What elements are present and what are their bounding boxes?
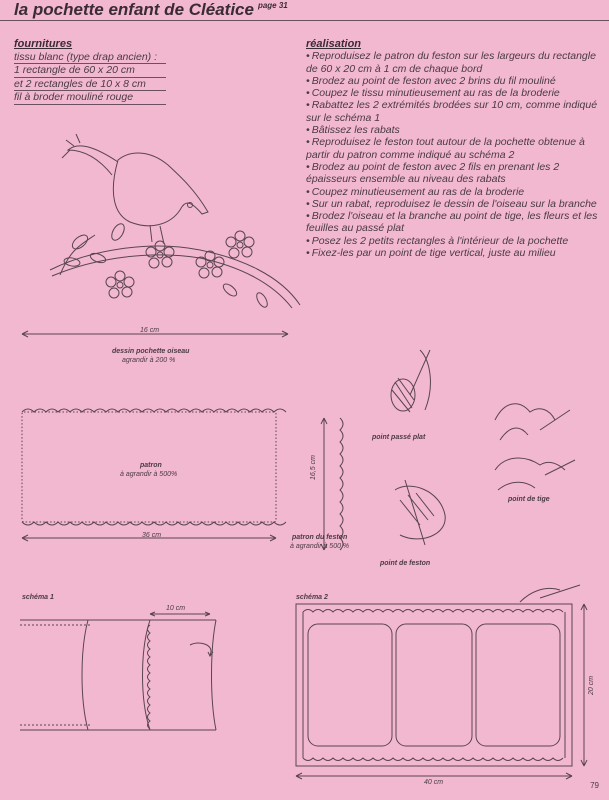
- realisation-heading: réalisation: [306, 38, 362, 50]
- step-item: • Coupez minutieusement au ras de la broderie: [306, 185, 525, 198]
- feston-caption: patron du feston: [292, 534, 348, 541]
- step-item: • Rabattez les 2 extrémités brodées sur 10 cm, comme indiqué sur le schéma 1: [306, 99, 598, 124]
- schema1-title: schéma 1: [22, 594, 54, 601]
- passe-plat-stitch-icon: [391, 350, 430, 412]
- feston-caption-sub: à agrandir à 500 %: [290, 543, 350, 550]
- feston-height-label: 16,5 cm: [310, 455, 317, 480]
- patron-label: patron: [140, 462, 162, 469]
- step-item: • Posez les 2 petits rectangles à l'intérieur de la pochette: [306, 234, 569, 247]
- fournitures-line: 1 rectangle de 60 x 20 cm: [14, 64, 166, 78]
- bird-dimension-label: 16 cm: [140, 327, 160, 334]
- feston-stitch-icon: [395, 480, 445, 545]
- page-number: 79: [590, 781, 599, 790]
- feston-stitch-caption: point de feston: [380, 560, 431, 567]
- bird-caption: dessin pochette oiseau: [112, 348, 190, 355]
- bird-caption-sub: agrandir à 200 %: [122, 357, 176, 364]
- schema1-drawing: [20, 612, 216, 730]
- feston-strip: [340, 418, 343, 550]
- flower-icon: [226, 231, 254, 258]
- page-reference: page 31: [257, 1, 288, 11]
- step-item: • Reproduisez le feston tout autour de la pochette obtenue à partir du patron comme indiqué au schéma 2: [306, 136, 585, 161]
- step-item: • Brodez au point de feston avec 2 brins du fil mouliné: [306, 74, 556, 87]
- step-item: • Brodez l'oiseau et la branche au point de tige, les fleurs et les feuilles au passé plat: [306, 210, 598, 235]
- schema2-title: schéma 2: [296, 594, 328, 601]
- fournitures-line: fil à broder mouliné rouge: [14, 91, 166, 105]
- fournitures-line: et 2 rectangles de 10 x 8 cm: [14, 78, 166, 92]
- step-item: • Bâtissez les rabats: [306, 124, 400, 137]
- patron-width-label: 36 cm: [142, 532, 162, 539]
- feston-height-arrow: [321, 418, 327, 550]
- schema2-drawing: [296, 585, 587, 779]
- step-item: • Reproduisez le patron du feston sur les largeurs du rectangle de 60 x 20 cm à 1 cm de chaque bord: [306, 50, 596, 75]
- patron-sub: à agrandir à 500%: [120, 471, 178, 478]
- tige-caption: point de tige: [508, 496, 550, 503]
- schema2-width-label: 40 cm: [424, 779, 444, 786]
- schema1-dim-label: 10 cm: [166, 605, 186, 612]
- flower-icon: [106, 271, 134, 298]
- fournitures-line: tissu blanc (type drap ancien) :: [14, 51, 166, 65]
- tige-stitch-icon: [495, 404, 575, 490]
- fournitures-heading: fournitures: [14, 38, 73, 50]
- title-text: la pochette enfant de Cléatice: [14, 0, 254, 19]
- step-item: • Fixez-les par un point de tige vertical, juste au milieu: [306, 247, 556, 260]
- schema2-height-label: 20 cm: [588, 675, 595, 695]
- step-item: • Sur un rabat, reproduisez le dessin de l'oiseau sur la branche: [306, 197, 597, 210]
- step-item: • Brodez au point de feston avec 2 fils en prenant les 2 épaisseurs ensemble au niveau des rabats: [306, 160, 560, 186]
- patron-scallop-top: [22, 409, 286, 412]
- bird-drawing: [50, 134, 300, 309]
- passe-plat-caption: point passé plat: [372, 434, 426, 441]
- step-item: • Coupez le tissu minutieusement au ras de la broderie: [306, 87, 560, 100]
